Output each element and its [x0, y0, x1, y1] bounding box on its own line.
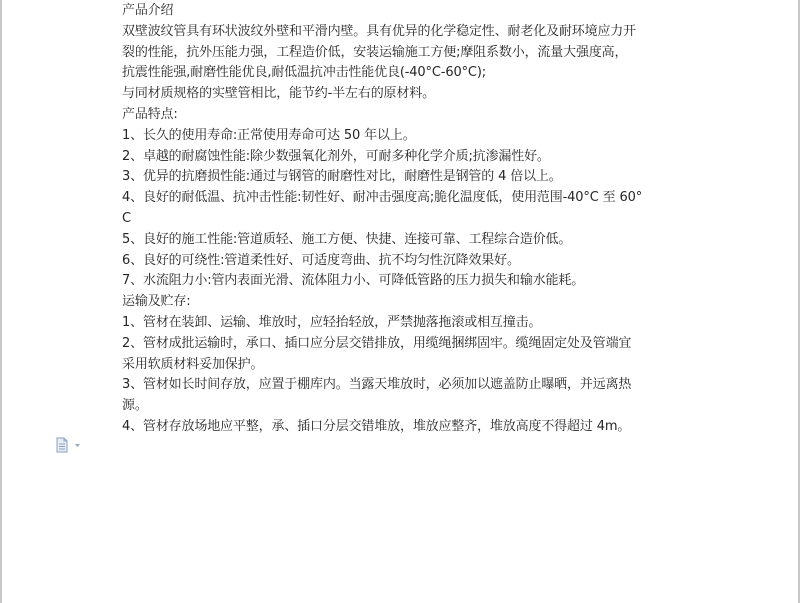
list-item-continuation: C: [122, 210, 131, 226]
list-item: 3、管材如长时间存放，应置于棚库内。当露天堆放时，必须加以遮盖防止曝晒，并远离热: [122, 377, 632, 393]
section-heading-intro: 产品介绍: [122, 3, 174, 18]
paragraph-line: 与同材质规格的实壁管相比，能节约-半左右的原材料。: [122, 86, 435, 102]
paragraph-line: 抗震性能强,耐磨性能优良,耐低温抗冲击性能优良(-40°C-60°C);: [122, 65, 487, 81]
list-item-continuation: 源。: [122, 398, 148, 414]
list-item: 2、管材成批运输时，承口、插口应分层交错排放，用缆绳捆绑固牢。缆绳固定处及管端宜: [122, 335, 632, 351]
page-left-border: [0, 0, 2, 603]
list-item: 6、良好的可绕性:管道柔性好、可适度弯曲、抗不均匀性沉降效果好。: [122, 252, 520, 268]
paragraph-line: 双壁波纹管具有环状波纹外壁和平滑内壁。具有优异的化学稳定性、耐老化及耐环境应力开: [122, 23, 637, 39]
section-heading-transport: 运输及贮存:: [122, 294, 191, 310]
section-heading-features: 产品特点:: [122, 106, 178, 122]
list-item: 3、优异的抗磨损性能:通过与钢管的耐磨性对比，耐磨性是钢管的 4 倍以上。: [122, 169, 562, 185]
paste-options-icon[interactable]: [55, 437, 83, 453]
list-item: 2、卓越的耐腐蚀性能:除少数强氧化剂外，可耐多种化学介质;抗渗漏性好。: [122, 148, 550, 164]
list-item: 4、管材存放场地应平整，承、插口分层交错堆放，堆放应整齐，堆放高度不得超过 4m。: [122, 418, 631, 434]
paste-options-icon-graphic: [55, 437, 83, 453]
list-item: 5、良好的施工性能:管道质轻、施工方便、快捷、连接可靠、工程综合造价低。: [122, 231, 572, 247]
list-item: 7、水流阻力小:管内表面光滑、流体阻力小、可降低管路的压力损失和输水能耗。: [122, 273, 585, 289]
list-item: 4、良好的耐低温、抗冲击性能:韧性好、耐冲击强度高;脆化温度低，使用范围-40°C 至 60°: [122, 190, 643, 206]
list-item: 1、管材在装卸、运输、堆放时，应轻抬轻放，严禁抛落拖滚或相互撞击。: [122, 314, 542, 330]
paragraph-line: 裂的性能，抗外压能力强，工程造价低，安装运输施工方便;摩阻系数小，流量大强度高，: [122, 44, 628, 60]
list-item-continuation: 采用软质材料妥加保护。: [122, 356, 264, 372]
document-body: [122, 1, 682, 438]
list-item: 1、长久的使用寿命:正常使用寿命可达 50 年以上。: [122, 127, 416, 143]
